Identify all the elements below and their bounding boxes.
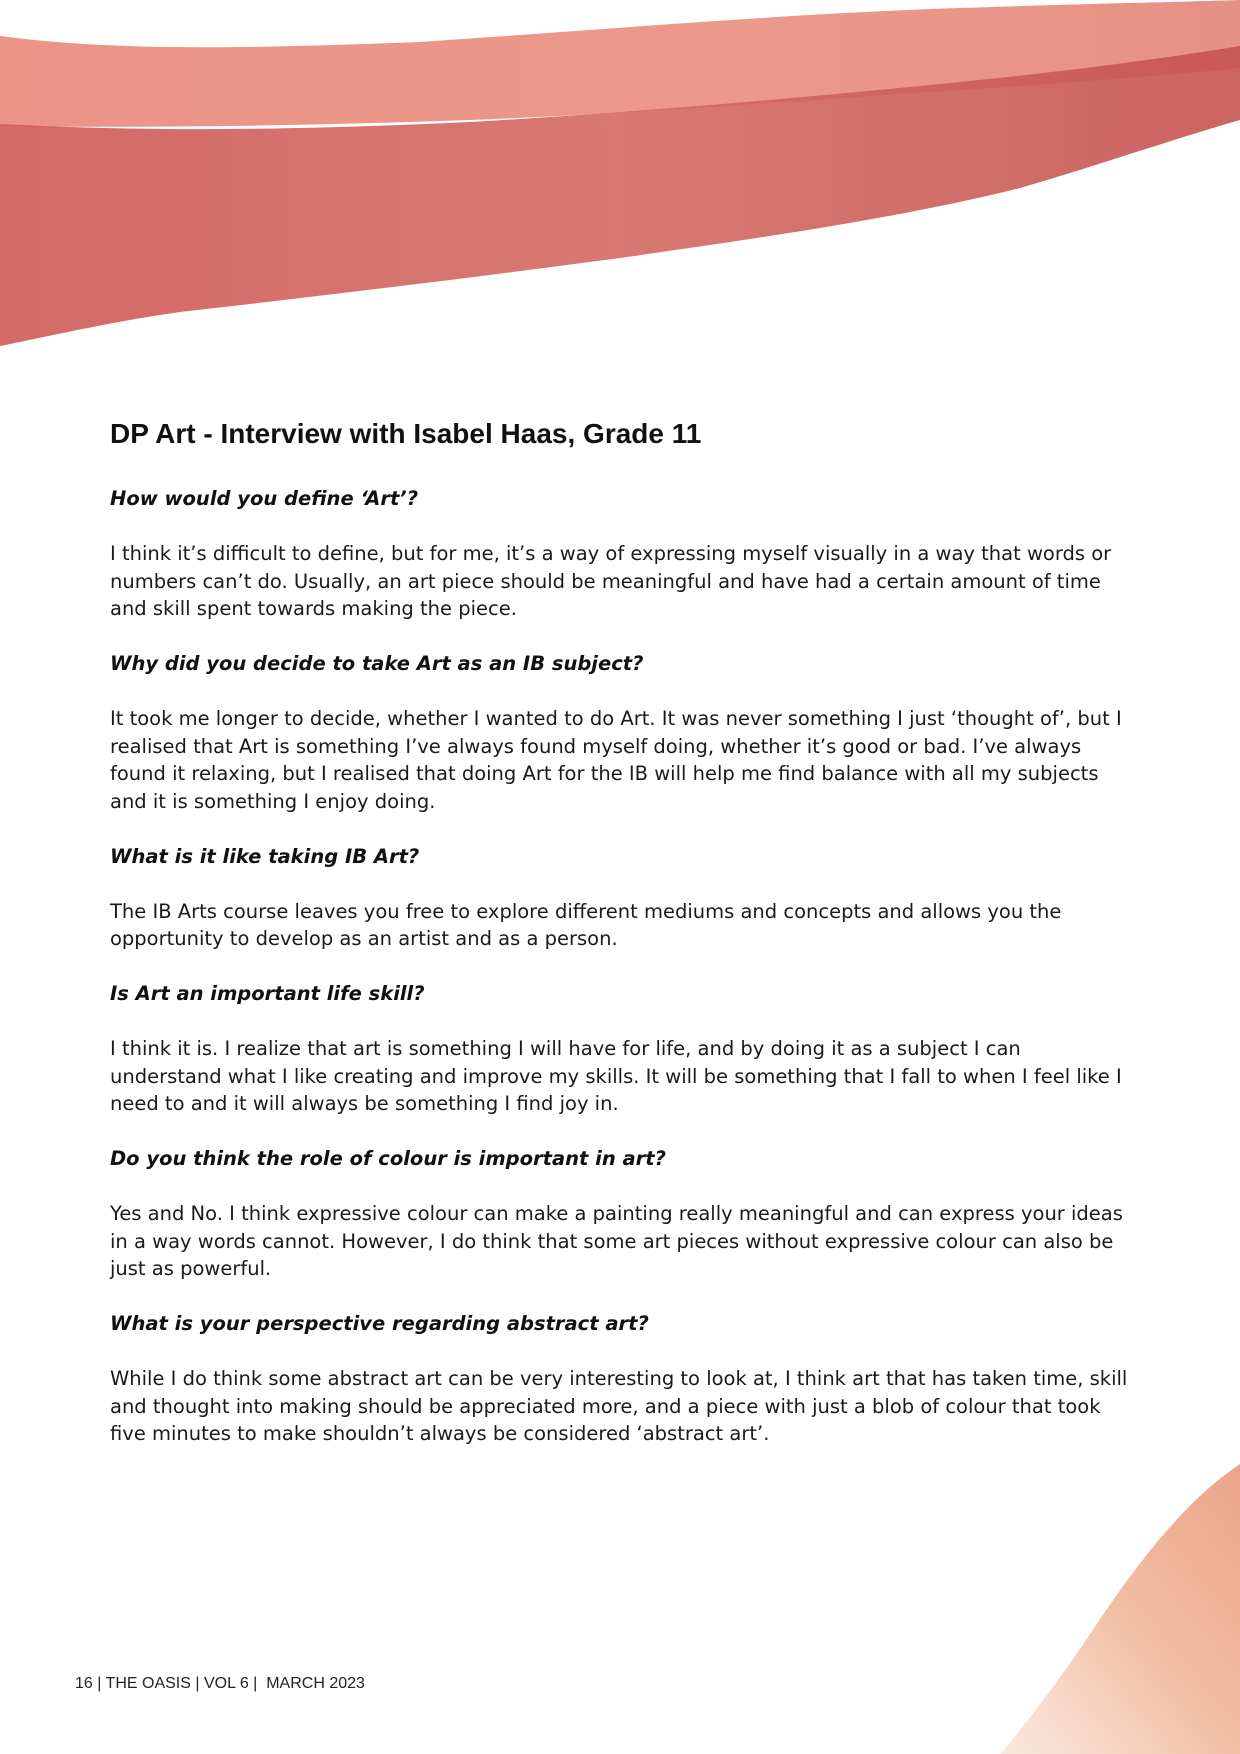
answer: The IB Arts course leaves you free to explore different mediums and concepts and allows you the opportunity to develop as an artist and as a person. [110, 899, 1062, 950]
article [110, 412, 1130, 1475]
qa-item [110, 485, 1130, 623]
qa-item [110, 1310, 1130, 1448]
article-title: DP Art - Interview with Isabel Haas, Grade 11 [110, 418, 702, 449]
answer: I think it’s difficult to define, but for me, it’s a way of expressing myself visually in a way that words or numbers can’t do. Usually, an art piece should be meaningful and have had a certain amount of time and skill spent towards making the piece. [110, 542, 1112, 620]
answer: I think it is. I realize that art is something I will have for life, and by doing it as a subject I can understand what I like creating and improve my skills. It will be something that I fall to when I feel like I need to and it will always be something I find joy in. [110, 1037, 1122, 1115]
qa-item [110, 843, 1130, 953]
answer: While I do think some abstract art can be very interesting to look at, I think art that has taken time, skill and thought into making should be appreciated more, and a piece with just a blob of colour that took five minutes to make shouldn’t always be considered ‘abstract art’. [110, 1367, 1128, 1445]
answer: It took me longer to decide, whether I wanted to do Art. It was never something I just ‘thought of’, but I realised that Art is something I’ve always found myself doing, whether it’s good or bad. I’ve always found it relaxing, but I realised that doing Art for the IB will help me find balance with all my subjects and it is something I enjoy doing. [110, 707, 1122, 813]
question: Why did you decide to take Art as an IB subject? [110, 652, 644, 675]
question: Do you think the role of colour is important in art? [110, 1147, 666, 1170]
question: What is your perspective regarding abstract art? [110, 1312, 649, 1335]
qa-item [110, 980, 1130, 1118]
watercolor-wash-top [0, 0, 1240, 360]
qa-item [110, 1145, 1130, 1283]
qa-item [110, 650, 1130, 815]
question: Is Art an important life skill? [110, 982, 425, 1005]
question: How would you define ‘Art’? [110, 487, 419, 510]
answer: Yes and No. I think expressive colour can make a painting really meaningful and can express your ideas in a way words cannot. However, I do think that some art pieces without expressive colour can also be just as powerful. [110, 1202, 1123, 1280]
page-footer: 16 | THE OASIS | VOL 6 | MARCH 2023 [75, 1675, 365, 1692]
wash-corner-stroke [1000, 1464, 1240, 1754]
question: What is it like taking IB Art? [110, 844, 420, 868]
watercolor-wash-corner [980, 1464, 1240, 1754]
